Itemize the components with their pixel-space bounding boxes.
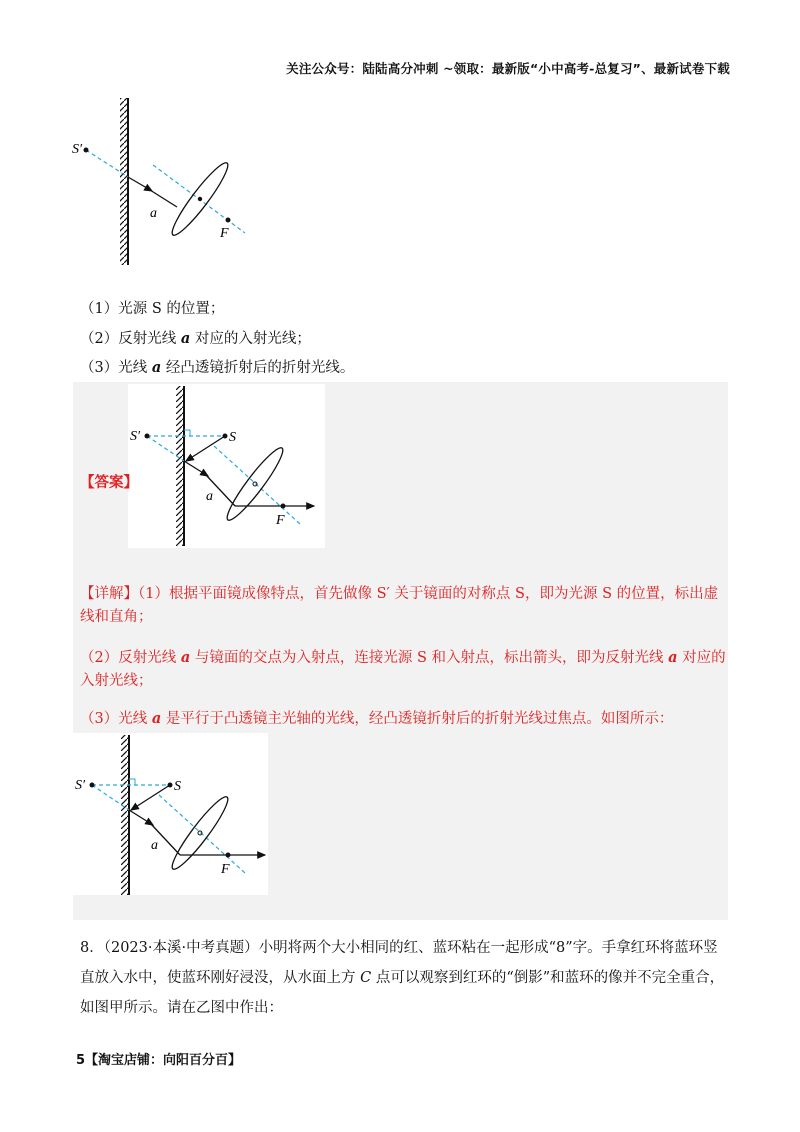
image-point — [145, 434, 150, 439]
answer-figure — [128, 384, 325, 548]
question-1: （1）光源 S 的位置； — [80, 301, 225, 317]
svg-text:S′: S′ — [130, 429, 141, 444]
label-f: F — [220, 226, 229, 241]
reflected-ray-a — [129, 810, 153, 825]
incident-ray — [186, 436, 225, 461]
svg-text:a: a — [151, 838, 158, 853]
svg-text:F: F — [221, 862, 230, 877]
page-footer: 5【淘宝店铺：向阳百分百】 — [76, 1053, 242, 1068]
svg-text:S: S — [229, 430, 236, 445]
reflected-ray-a — [128, 177, 152, 191]
svg-text:S′: S′ — [75, 778, 86, 793]
answer-tag: 【答案】 — [80, 474, 138, 491]
label-s-prime: S′ — [72, 142, 83, 157]
source-point — [223, 434, 228, 439]
incident-ray — [131, 785, 170, 810]
label-a: a — [150, 206, 157, 221]
focus-point — [281, 504, 286, 509]
detail-3: （3）光线 a 是平行于凸透镜主光轴的光线，经凸透镜折射后的折射光线过焦点。如图所示： — [80, 710, 674, 727]
image-point — [84, 148, 89, 153]
reflected-ray-a — [184, 461, 208, 476]
lens-center — [198, 197, 202, 201]
svg-text:S: S — [174, 779, 181, 794]
question-3: （3）光线 a 经凸透镜折射后的折射光线。 — [80, 359, 355, 376]
detail-figure — [73, 733, 268, 895]
detail-2: （2）反射光线 a 与镜面的交点为入射点，连接光源 S 和入射点，标出箭头，即为反射光线 a 对应的入射光线； — [80, 649, 726, 689]
svg-text:a: a — [206, 489, 213, 504]
focus-point — [226, 218, 231, 223]
problem-figure — [70, 95, 260, 270]
page-header: 关注公众号：陆陆高分冲刺 ~领取：最新版“小中高考-总复习”、最新试卷下载 — [286, 61, 730, 76]
question-8: 8．（2023·本溪·中考真题）小明将两个大小相同的红、蓝环粘在一起形成“8”字。手拿红环将蓝环竖直放入水中，使蓝环刚好浸没，从水面上方 C 点可以观察到红环的“倒影”和蓝环的像并不完全重合，如图甲所示。请在乙图中作出： — [80, 940, 725, 1016]
question-2: （2）反射光线 a 对应的入射光线； — [80, 330, 311, 347]
mirror-hatch — [120, 98, 128, 265]
svg-text:F: F — [276, 513, 285, 528]
detail-1: 【详解】（1）根据平面镜成像特点，首先做像 S′ 关于镜面的对称点 S，即为光源 S 的位置，标出虚线和直角； — [80, 586, 719, 625]
